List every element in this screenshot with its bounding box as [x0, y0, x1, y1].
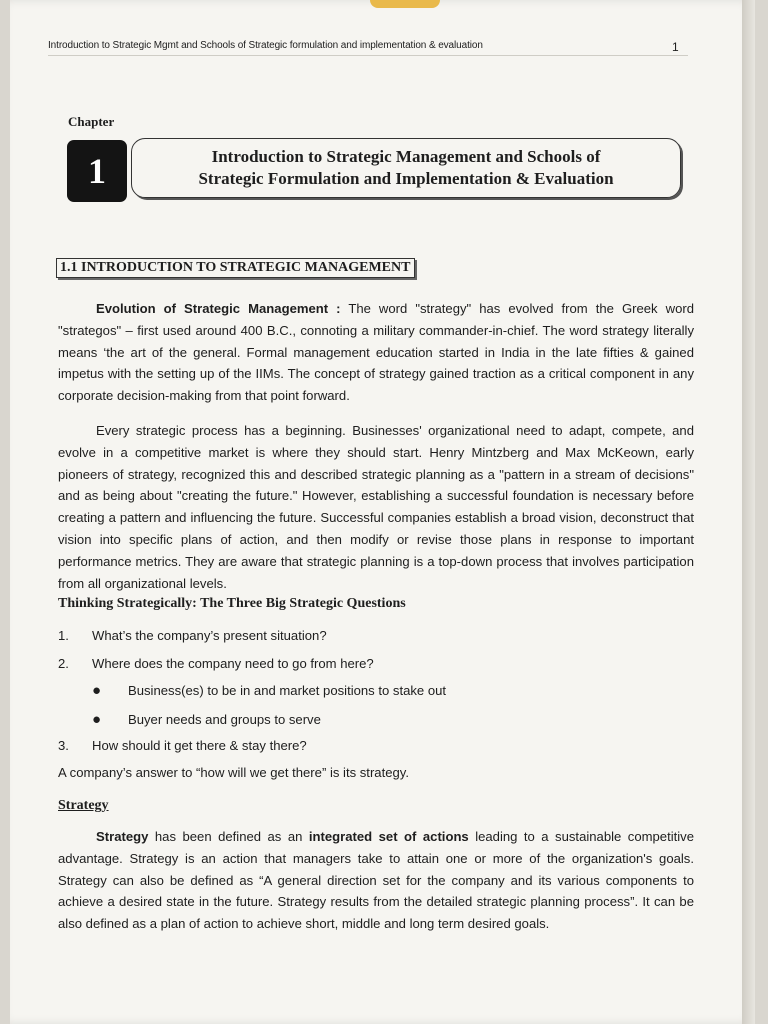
chapter-title: [184, 146, 627, 190]
bullet-item-2-text: Buyer needs and groups to serve: [128, 712, 321, 727]
strategy-text-a: has been defined as an: [154, 829, 303, 844]
paragraph-strategy: [58, 826, 694, 935]
question-2: [58, 656, 374, 671]
chapter-title-box: [131, 138, 681, 198]
top-edge-object: [370, 0, 440, 8]
book-page: [10, 0, 755, 1024]
chapter-label: Chapter: [68, 114, 115, 129]
running-header: Introduction to Strategic Mgmt and Schools of Strategic formulation and implementation & evaluation: [48, 40, 688, 56]
bullet-item-1-text: Business(es) to be in and market positions to stake out: [128, 683, 447, 698]
thinking-heading: Thinking Strategically: The Three Big Strategic Questions: [58, 596, 406, 611]
strategy-term: Strategy: [96, 829, 149, 844]
bullet-item-2: [92, 711, 321, 728]
bullet-item-1: [92, 682, 446, 699]
chapter-title-line1: Introduction to Strategic Management and Schools of: [211, 147, 601, 166]
strategy-emphasis: integrated set of actions: [308, 829, 469, 844]
question-1-number: 1.: [58, 628, 69, 643]
question-3-text: How should it get there & stay there?: [92, 738, 307, 753]
paragraph-lead: Evolution of Strategic Management :: [96, 301, 341, 316]
paragraph-strategic-process: Every strategic process has a beginning. Businesses' organizational need to adapt, compete, and evolve in a competitive market is where they should start. Henry Mintzberg and Max McKeown, early pioneers of strategy, recognized this and described strategic planning as a "pattern in a stream of decisions" and as being about "creating the future." However, establishing a successful foundation is necessary before creating a pattern and influencing the future. Successful companies establish a broad vision, deconstruct that vision into specific plans of action, and then modify or revise those plans in response to important performance metrics. They are aware that strategic planning is a top-down process that involves participation from all organizational levels.: [58, 423, 694, 591]
chapter-number-badge: 1: [67, 140, 127, 202]
bullet-dot-icon: ●: [92, 711, 102, 728]
page-edge-shadow: [742, 0, 755, 1024]
strategy-text-b: leading to a sustainable competitive advantage. Strategy is an action that managers take to attain one or more of the organization's goals. Strategy can also be defined as “A general direction set for the company and its various components to achieve a desired state in the future. Strategy results from the detailed strategic planning process”. It can be also defined as a plan of action to achieve short, middle and long term desired goals.: [58, 829, 694, 932]
question-2-text: Where does the company need to go from here?: [92, 656, 374, 671]
bullet-dot-icon: ●: [92, 682, 102, 699]
strategy-heading: Strategy: [58, 798, 109, 813]
page-number: 1: [672, 40, 679, 54]
question-3-number: 3.: [58, 738, 69, 753]
question-1-text: What’s the company’s present situation?: [92, 628, 327, 643]
section-heading: 1.1 INTRODUCTION TO STRATEGIC MANAGEMENT: [56, 258, 415, 278]
question-1: [58, 628, 327, 643]
question-3: [58, 738, 307, 753]
paragraph-evolution-text: The word "strategy" has evolved from the Greek word "strategos" – first used around 400 B.C., connoting a military commander-in-chief. The word strategy literally means ‘the art of the general. Formal management education started in India in the late fifties & gained impetus with the setting up of the IIMs. The concept of strategy gained traction as a critical component in any corporate decision-making from that point forward.: [58, 301, 695, 404]
paragraph-evolution: [58, 298, 694, 407]
chapter-title-line2: Strategic Formulation and Implementation & Evaluation: [198, 169, 614, 188]
answer-statement: A company’s answer to “how will we get there” is its strategy.: [58, 765, 410, 780]
question-2-number: 2.: [58, 656, 69, 671]
